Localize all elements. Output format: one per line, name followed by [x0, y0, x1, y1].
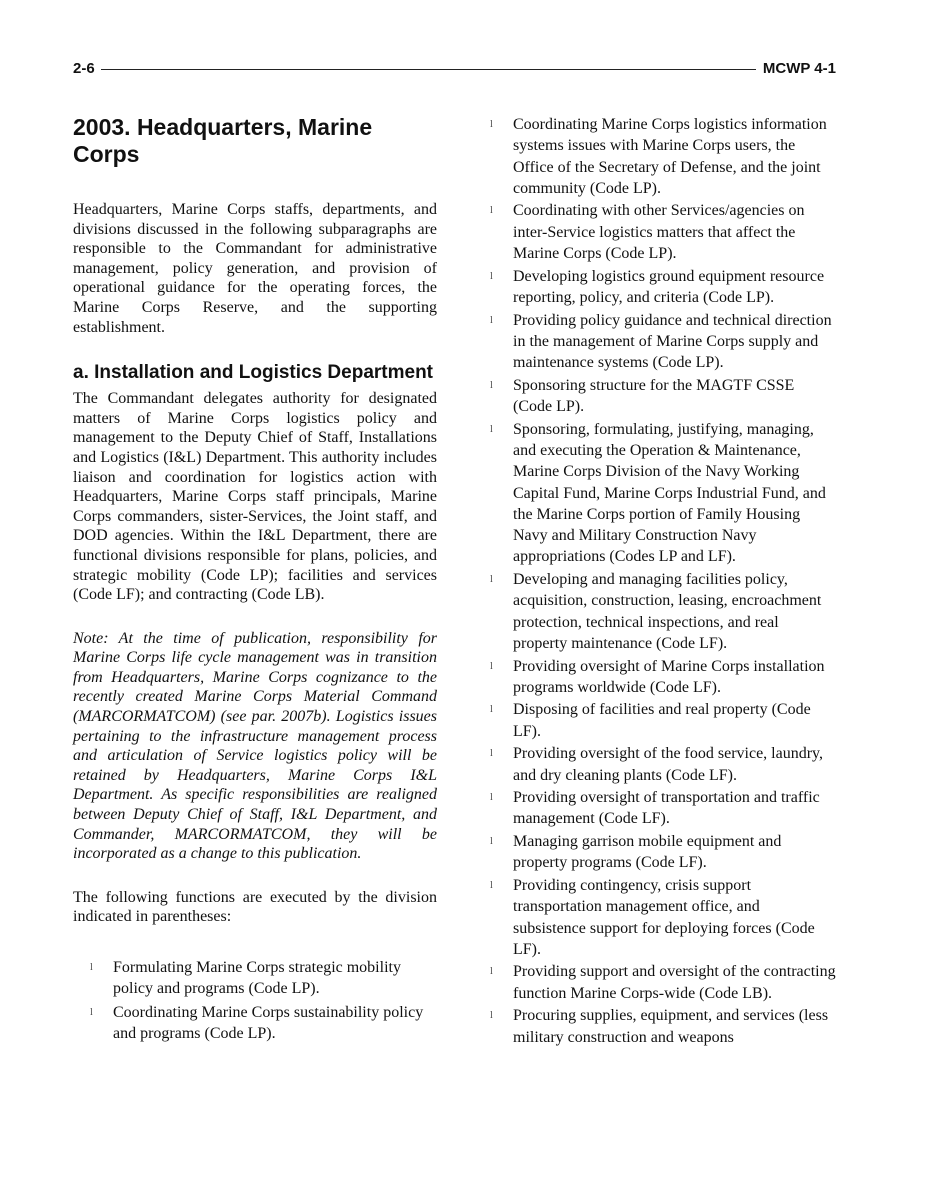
list-item-text: Providing contingency, crisis support transportation management office, and subsistence support for deploying forces (Code LF). [513, 876, 815, 958]
list-item [490, 200, 836, 264]
list-item-text: Managing garrison mobile equipment and property programs (Code LF). [513, 833, 782, 872]
bullet-mark: l [490, 748, 493, 760]
list-item [490, 419, 836, 568]
subsection-title: a. Installation and Logistics Department [73, 362, 434, 384]
list-item [490, 961, 836, 1004]
list-item [490, 656, 836, 699]
bullet-mark: l [490, 966, 493, 978]
document-id: MCWP 4-1 [757, 60, 836, 78]
bullet-mark: l [90, 1006, 93, 1018]
list-item-text: Coordinating Marine Corps sustainability policy and programs (Code LP). [113, 1003, 424, 1042]
list-item [490, 266, 836, 309]
bullet-mark: l [490, 379, 493, 391]
list-item-text: Providing oversight of transportation and traffic management (Code LF). [513, 789, 820, 828]
bullet-mark: l [490, 704, 493, 716]
bullet-mark: l [490, 119, 493, 130]
list-item [490, 1005, 836, 1048]
list-item-text: Formulating Marine Corps strategic mobility policy and programs (Code LP). [113, 959, 401, 998]
list-item-text: Sponsoring structure for the MAGTF CSSE (Code LP). [513, 376, 795, 416]
bullet-mark: l [490, 574, 493, 586]
list-item-text: Providing oversight of the food service, laundry, and dry cleaning plants (Code LF). [513, 745, 824, 784]
list-item [490, 569, 836, 654]
left-column [73, 114, 437, 1046]
section-title: 2003. Headquarters, Marine Corps [73, 114, 373, 167]
list-item [490, 787, 836, 830]
bullet-mark: l [490, 423, 493, 435]
list-item-text: Sponsoring, formulating, justifying, managing, and executing the Operation & Maintenance, Marine Corps Division of the Navy Working Capital Fund, Marine Corps Industrial Fund, and the Marine Corps portion of Family Housing Navy and Military Construction Navy appropriations (Codes LP and LF). [513, 420, 826, 566]
list-item-text: Providing policy guidance and technical direction in the management of Marine Corps supply and maintenance systems (Code LP). [513, 311, 832, 372]
list-item [490, 114, 836, 199]
list-item-text: Providing oversight of Marine Corps installation programs worldwide (Code LF). [513, 657, 825, 696]
page-number: 2-6 [73, 60, 101, 78]
bullet-mark: l [490, 270, 493, 282]
note-paragraph: Note: At the time of publication, responsibility for Marine Corps life cycle management was in transition from Headquarters, Marine Corps cognizance to the recently created Marine Corps Material Command (MARCORMATCOM) (see par. 2007b). Logistics issues pertaining to the infrastructure management process and articulation of Service logistics policy will be retained by Headquarters, Marine Corps I&L Department. As specific responsibilities are realigned between Deputy Chief of Staff, I&L Department, and Commander, MARCORMATCOM, they will be incorporated as a change to this publication. [73, 629, 437, 863]
bullet-mark: l [490, 792, 493, 804]
list-item-text: Developing and managing facilities policy, acquisition, construction, leasing, encroachment protection, technical inspections, and real property maintenance (Code LF). [513, 571, 822, 652]
list-item [490, 375, 836, 418]
list-item [73, 957, 437, 1000]
bullet-mark: l [90, 962, 93, 973]
bullet-mark: l [490, 205, 493, 217]
list-item [490, 310, 836, 374]
list-item [490, 831, 836, 874]
body-paragraph: The Commandant delegates authority for designated matters of Marine Corps logistics policy and management to the Deputy Chief of Staff, Installations and Logistics (I&L) Department. This authority includes liaison and coordination for logistics action with Headquarters, Marine Corps staff principals, Marine Corps commanders, sister-Services, the Joint staff, and DOD agencies. Within the I&L Department, there are functional divisions responsible for plans, policies, and strategic mobility (Code LP); facilities and services (Code LF); and contracting (Code LB). [73, 390, 437, 604]
bullet-mark: l [490, 1010, 493, 1022]
list-item-text: Developing logistics ground equipment resource reporting, policy, and criteria (Code LP). [513, 267, 825, 306]
right-column [490, 114, 836, 1049]
right-bullet-list [490, 114, 836, 1048]
list-item [490, 743, 836, 786]
left-bullet-list [73, 957, 437, 1044]
list-item [490, 699, 836, 742]
list-item-text: Coordinating with other Services/agencies on inter-Service logistics matters that affect the Marine Corps (Code LP). [513, 202, 805, 263]
list-item [490, 875, 836, 960]
functions-intro: The following functions are executed by the division indicated in parentheses: [73, 888, 437, 926]
list-item-text: Procuring supplies, equipment, and services (less military construction and weapons [513, 1007, 829, 1046]
bullet-mark: l [490, 879, 493, 891]
bullet-mark: l [490, 836, 493, 848]
bullet-mark: l [490, 660, 493, 672]
list-item-text: Disposing of facilities and real property (Code LF). [513, 701, 811, 740]
header-rule [101, 69, 756, 70]
list-item [73, 1002, 437, 1045]
list-item-text: Coordinating Marine Corps logistics information systems issues with Marine Corps users, the Office of the Secretary of Defense, and the joint community (Code LP). [513, 116, 827, 197]
page-header [73, 60, 836, 80]
list-item-text: Providing support and oversight of the contracting function Marine Corps-wide (Code LB). [513, 963, 836, 1002]
intro-paragraph: Headquarters, Marine Corps staffs, departments, and divisions discussed in the following subparagraphs are responsible to the Commandant for administrative management, policy generation, and provision of operational guidance for the operating forces, the Marine Corps Reserve, and the supporting establishment. [73, 201, 437, 336]
bullet-mark: l [490, 314, 493, 326]
